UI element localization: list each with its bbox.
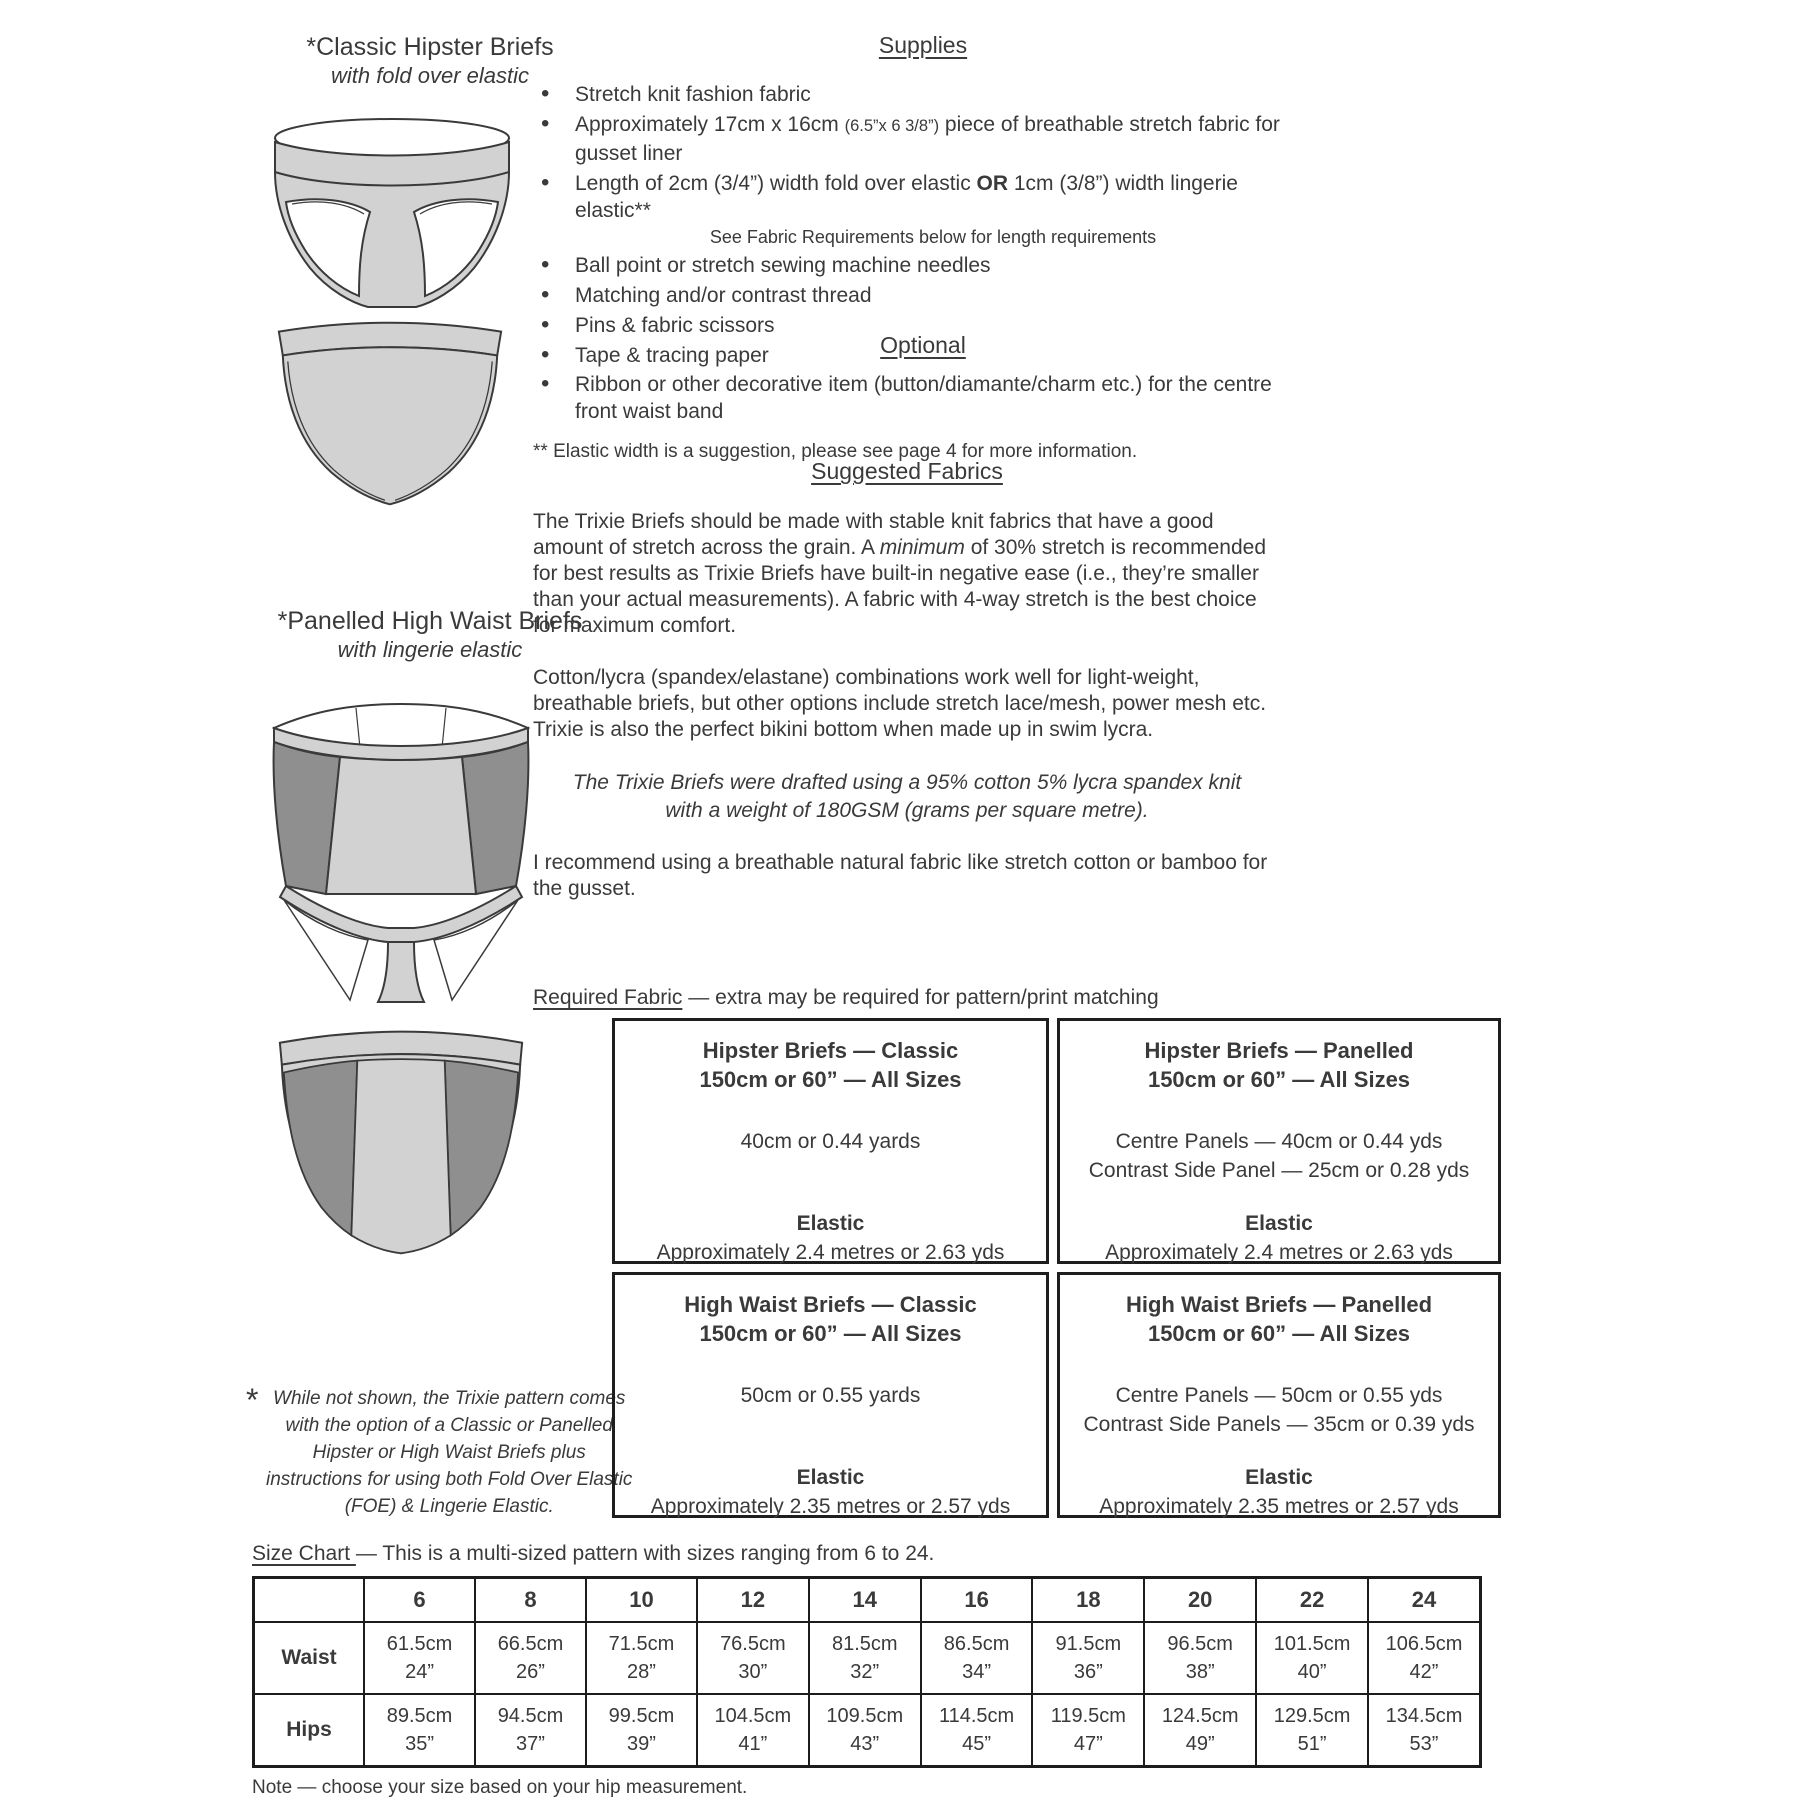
classic-hipster-subtitle: with fold over elastic xyxy=(330,63,530,89)
footnote-text: While not shown, the Trixie pattern comes with the option of a Classic or Panelled Hipster or High Waist Briefs plus instructions for using both Fold Over Elastic (FOE) & Lingerie Elastic. xyxy=(266,1388,633,1517)
fabric-box-size-line: 150cm or 60” — All Sizes xyxy=(699,1320,962,1346)
suggested-paragraph-1: The Trixie Briefs should be made with stable knit fabrics that have a good amount of stretch across the grain. A minimum of 30% stretch is recommended for best results as Trixie Briefs have built-in negative ease (i.e., they’re smaller than your actual measurements). A fabric with 4-way stretch is the best choice for maximum comfort. xyxy=(533,510,1266,638)
size-chart-note: Note — choose your size based on your hip measurement. xyxy=(252,1777,748,1798)
size-chart-header-row xyxy=(254,1578,1481,1623)
elastic-label: Elastic xyxy=(1245,1212,1313,1236)
waist-cell: 86.5cm 34” xyxy=(921,1622,1033,1694)
fabric-amount: Contrast Side Panels — 35cm or 0.39 yds xyxy=(1083,1412,1475,1436)
supplies-list xyxy=(533,81,1313,224)
supplies-item: • Matching and/or contrast thread xyxy=(533,282,1313,309)
size-column-header: 10 xyxy=(586,1578,697,1623)
elastic-label: Elastic xyxy=(1245,1466,1313,1490)
supplies-item: • Stretch knit fashion fabric xyxy=(533,81,1313,108)
optional-heading: Optional xyxy=(880,332,966,358)
elastic-label: Elastic xyxy=(796,1466,865,1490)
elastic-amount: Approximately 2.4 metres or 2.63 yds xyxy=(656,1240,1005,1264)
size-column-header: 24 xyxy=(1368,1578,1480,1623)
elastic-amount: Approximately 2.35 metres or 2.57 yds xyxy=(650,1494,1011,1518)
required-fabric-heading: Required Fabric — extra may be required for pattern/print matching xyxy=(533,986,1159,1009)
waist-cell: 66.5cm 26” xyxy=(475,1622,586,1694)
supplies-section xyxy=(533,32,1313,372)
fabric-requirements-note: See Fabric Requirements below for length requirements xyxy=(709,227,1157,247)
waist-row-label: Waist xyxy=(254,1622,365,1694)
elastic-amount: Approximately 2.4 metres or 2.63 yds xyxy=(1105,1240,1453,1264)
panelled-highwaist-front-illustration xyxy=(260,678,542,1012)
optional-section xyxy=(533,332,1313,463)
fabric-amount: Contrast Side Panel — 25cm or 0.28 yds xyxy=(1088,1158,1470,1182)
hips-row xyxy=(254,1694,1481,1767)
size-column-header: 14 xyxy=(809,1578,921,1623)
supplies-item: • Tape & tracing paper xyxy=(533,342,1313,369)
classic-hipster-title: *Classic Hipster Briefs xyxy=(306,33,554,61)
fabric-box-highwaist-classic xyxy=(612,1272,1049,1518)
panelled-highwaist-title: *Panelled High Waist Briefs xyxy=(277,607,583,635)
fabric-box-size-line: 150cm or 60” — All Sizes xyxy=(1147,1066,1411,1092)
fabric-amount: 40cm or 0.44 yards xyxy=(740,1130,921,1154)
fabric-box-highwaist-panelled xyxy=(1057,1272,1501,1518)
suggested-paragraph-2: Cotton/lycra (spandex/elastane) combinations work well for light-weight, breathable briefs, but other options include stretch lace/mesh, power mesh etc. Trixie is also the perfect bikini bottom when made up in swim lycra. xyxy=(533,666,1267,742)
hips-cell: 119.5cm 47” xyxy=(1032,1694,1144,1767)
fabric-amount: Centre Panels — 40cm or 0.44 yds xyxy=(1115,1130,1443,1154)
panelled-highwaist-subtitle: with lingerie elastic xyxy=(337,637,523,663)
elastic-label: Elastic xyxy=(796,1212,865,1236)
waist-cell: 71.5cm 28” xyxy=(586,1622,697,1694)
size-chart-corner-cell xyxy=(254,1578,365,1623)
fabric-box-title: Hipster Briefs — Panelled xyxy=(1144,1038,1414,1063)
supplies-item: • Ball point or stretch sewing machine needles xyxy=(533,252,1313,279)
supplies-item: • Approximately 17cm x 16cm (6.5”x 6 3/8”) piece of breathable stretch fabric for gusset liner xyxy=(533,111,1313,167)
hips-cell: 109.5cm 43” xyxy=(809,1694,921,1767)
hips-cell: 99.5cm 39” xyxy=(586,1694,697,1767)
elastic-width-note: ** Elastic width is a suggestion, please see page 4 for more information. xyxy=(533,441,1138,462)
size-column-header: 12 xyxy=(697,1578,809,1623)
size-column-header: 18 xyxy=(1032,1578,1144,1623)
waist-cell: 76.5cm 30” xyxy=(697,1622,809,1694)
fabric-box-title: High Waist Briefs — Classic xyxy=(684,1292,977,1317)
optional-list xyxy=(533,371,1313,425)
fabric-box-size-line: 150cm or 60” — All Sizes xyxy=(1147,1320,1411,1346)
supplies-heading: Supplies xyxy=(878,32,968,58)
hips-cell: 94.5cm 37” xyxy=(475,1694,586,1767)
fabric-box-title: High Waist Briefs — Panelled xyxy=(1125,1292,1433,1317)
supplies-item: • Length of 2cm (3/4”) width fold over elastic OR 1cm (3/8”) width lingerie elastic** xyxy=(533,170,1313,224)
size-column-header: 8 xyxy=(475,1578,586,1623)
waist-cell: 101.5cm 40” xyxy=(1256,1622,1368,1694)
supplies-item: • Pins & fabric scissors xyxy=(533,312,1313,339)
hips-cell: 129.5cm 51” xyxy=(1256,1694,1368,1767)
suggested-fabrics-section xyxy=(533,458,1281,928)
classic-hipster-back-illustration xyxy=(262,316,518,508)
classic-hipster-front-illustration xyxy=(258,102,526,310)
size-chart-intro: Size Chart — This is a multi-sized pattern with sizes ranging from 6 to 24. xyxy=(252,1542,935,1565)
fabric-amount: 50cm or 0.55 yards xyxy=(740,1384,921,1408)
panelled-highwaist-back-illustration xyxy=(262,1020,540,1276)
fabric-box-size-line: 150cm or 60” — All Sizes xyxy=(699,1066,962,1092)
size-column-header: 22 xyxy=(1256,1578,1368,1623)
fabric-box-hipster-panelled xyxy=(1057,1018,1501,1264)
suggested-fabrics-heading: Suggested Fabrics xyxy=(811,458,1003,484)
fabric-box-hipster-classic xyxy=(612,1018,1049,1264)
waist-row xyxy=(254,1622,1481,1694)
hips-cell: 89.5cm 35” xyxy=(364,1694,475,1767)
drafted-note: The Trixie Briefs were drafted using a 95% cotton 5% lycra spandex knit with a weight of 180GSM (grams per square metre). xyxy=(572,771,1242,822)
size-chart-section xyxy=(252,1542,1482,1799)
size-column-header: 16 xyxy=(921,1578,1033,1623)
waist-cell: 96.5cm 38” xyxy=(1144,1622,1256,1694)
size-column-header: 20 xyxy=(1144,1578,1256,1623)
asterisk-icon: * xyxy=(246,1382,259,1418)
required-fabric-grid xyxy=(612,1018,1501,1518)
hips-cell: 134.5cm 53” xyxy=(1368,1694,1480,1767)
hips-cell: 104.5cm 41” xyxy=(697,1694,809,1767)
optional-item: • Ribbon or other decorative item (button/diamante/charm etc.) for the centre front waist band xyxy=(533,371,1313,425)
hips-cell: 124.5cm 49” xyxy=(1144,1694,1256,1767)
size-column-header: 6 xyxy=(364,1578,475,1623)
elastic-amount: Approximately 2.35 metres or 2.57 yds xyxy=(1099,1494,1459,1518)
hips-cell: 114.5cm 45” xyxy=(921,1694,1033,1767)
waist-cell: 61.5cm 24” xyxy=(364,1622,475,1694)
waist-cell: 106.5cm 42” xyxy=(1368,1622,1480,1694)
hips-row-label: Hips xyxy=(254,1694,365,1767)
waist-cell: 91.5cm 36” xyxy=(1032,1622,1144,1694)
fabric-box-title: Hipster Briefs — Classic xyxy=(702,1038,959,1063)
size-chart-table xyxy=(252,1576,1482,1768)
fabric-amount: Centre Panels — 50cm or 0.55 yds xyxy=(1115,1384,1443,1408)
gusset-recommendation: I recommend using a breathable natural fabric like stretch cotton or bamboo for the gusset. xyxy=(533,850,1268,900)
waist-cell: 81.5cm 32” xyxy=(809,1622,921,1694)
pattern-footnote xyxy=(246,1382,634,1521)
